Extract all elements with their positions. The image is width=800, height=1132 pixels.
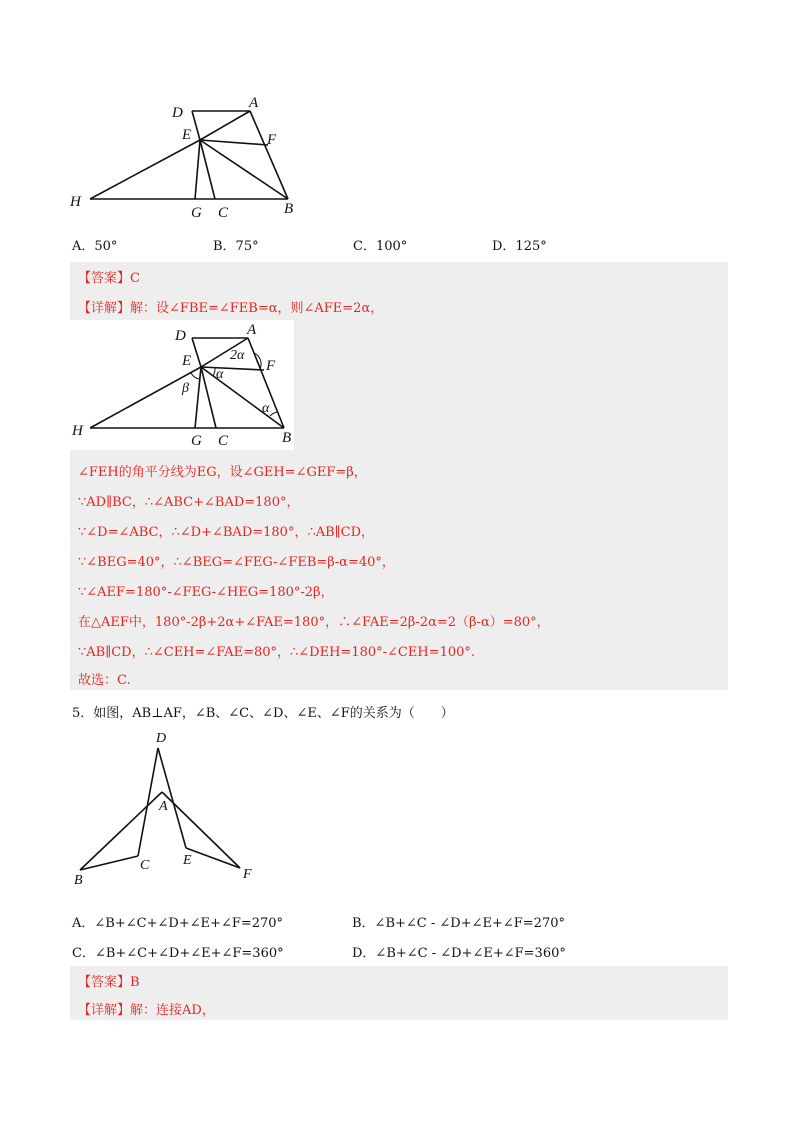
q4s-label-E: E xyxy=(182,353,192,369)
answer-value: B xyxy=(130,975,140,990)
q4s-label-A: A xyxy=(247,322,257,338)
solution-line: ∠FEH的角平分线为EG，设∠GEH=∠GEF=β， xyxy=(78,465,367,480)
answer-tag: 【答案】 xyxy=(78,975,131,990)
solution-line: ∵AD∥BC，∴∠ABC+∠BAD=180°， xyxy=(78,495,300,510)
q5-figure xyxy=(70,728,270,888)
solution-line: ∵AB∥CD，∴∠CEH=∠FAE=80°，∴∠DEH=180°-∠CEH=100°. xyxy=(78,645,476,660)
answer-tag: 【答案】 xyxy=(78,271,131,286)
solution-line: ∵∠D=∠ABC，∴∠D+∠BAD=180°，∴AB∥CD， xyxy=(78,525,375,540)
q5-detail-line xyxy=(78,999,215,1018)
q4-solution-panel xyxy=(70,262,728,690)
q5-option-c[interactable]: C．∠B+∠C+∠D+∠E+∠F=360° xyxy=(72,946,284,961)
q4s-label-F: F xyxy=(266,358,276,374)
q4-label-A: A xyxy=(249,95,259,111)
q4-option-a[interactable]: A．50° xyxy=(72,239,118,254)
detail-text: 解：连接AD， xyxy=(130,1003,215,1018)
q4-figure xyxy=(60,90,320,225)
q4-label-H: H xyxy=(70,194,81,210)
answer-value: C xyxy=(130,271,140,286)
q4s-label-2alpha: 2α xyxy=(230,348,245,363)
q4-solution-figure xyxy=(70,320,294,450)
q4s-label-H: H xyxy=(72,423,83,439)
q4-option-b[interactable]: B．75° xyxy=(213,239,259,254)
q5-option-b[interactable]: B．∠B+∠C - ∠D+∠E+∠F=270° xyxy=(352,916,565,931)
q5-label-D: D xyxy=(156,731,167,746)
solution-line: ∵∠AEF=180°-∠FEG-∠HEG=180°-2β， xyxy=(78,585,334,600)
q5-solution-panel xyxy=(70,966,728,1020)
q4-label-C: C xyxy=(218,205,229,221)
q4s-label-beta: β xyxy=(182,381,189,396)
q4s-label-alpha-1: α xyxy=(216,367,224,382)
q4-label-F: F xyxy=(267,132,277,148)
q4s-label-G: G xyxy=(191,433,202,449)
solution-line: 故选：C. xyxy=(78,673,131,688)
detail-tag: 【详解】 xyxy=(78,1003,131,1018)
q5-answer-line xyxy=(78,971,140,990)
q5-option-d[interactable]: D．∠B+∠C - ∠D+∠E+∠F=360° xyxy=(352,946,566,961)
q5-option-a[interactable]: A．∠B+∠C+∠D+∠E+∠F=270° xyxy=(72,916,284,931)
solution-line: 在△AEF中，180°-2β+2α+∠FAE=180°，∴∠FAE=2β-2α=2（β-α）=80°， xyxy=(78,615,550,630)
q4-detail-line xyxy=(78,297,383,316)
q5-label-B: B xyxy=(74,873,83,888)
q5-label-C: C xyxy=(140,858,150,873)
q5-stem: 5．如图，AB⊥AF，∠B、∠C、∠D、∠E、∠F的关系为（ ） xyxy=(72,706,454,721)
q4-label-G: G xyxy=(191,205,202,221)
q5-label-E: E xyxy=(183,853,192,868)
q5-label-F: F xyxy=(243,867,252,882)
solution-line: ∵∠BEG=40°，∴∠BEG=∠FEG-∠FEB=β-α=40°， xyxy=(78,555,395,570)
q4-option-c[interactable]: C．100° xyxy=(353,239,408,254)
q4-label-D: D xyxy=(172,105,183,121)
q4-label-E: E xyxy=(182,127,192,143)
detail-intro: 解：设∠FBE=∠FEB=α，则∠AFE=2α， xyxy=(130,301,384,316)
q4s-label-alpha-2: α xyxy=(262,401,270,416)
q4-answer-line xyxy=(78,267,140,286)
q4s-label-B: B xyxy=(282,430,292,446)
q4s-label-C: C xyxy=(218,433,229,449)
q4-option-d[interactable]: D．125° xyxy=(492,239,547,254)
detail-tag: 【详解】 xyxy=(78,301,131,316)
q5-label-A: A xyxy=(159,799,168,814)
q4s-label-D: D xyxy=(175,328,186,344)
q4-label-B: B xyxy=(284,201,294,217)
